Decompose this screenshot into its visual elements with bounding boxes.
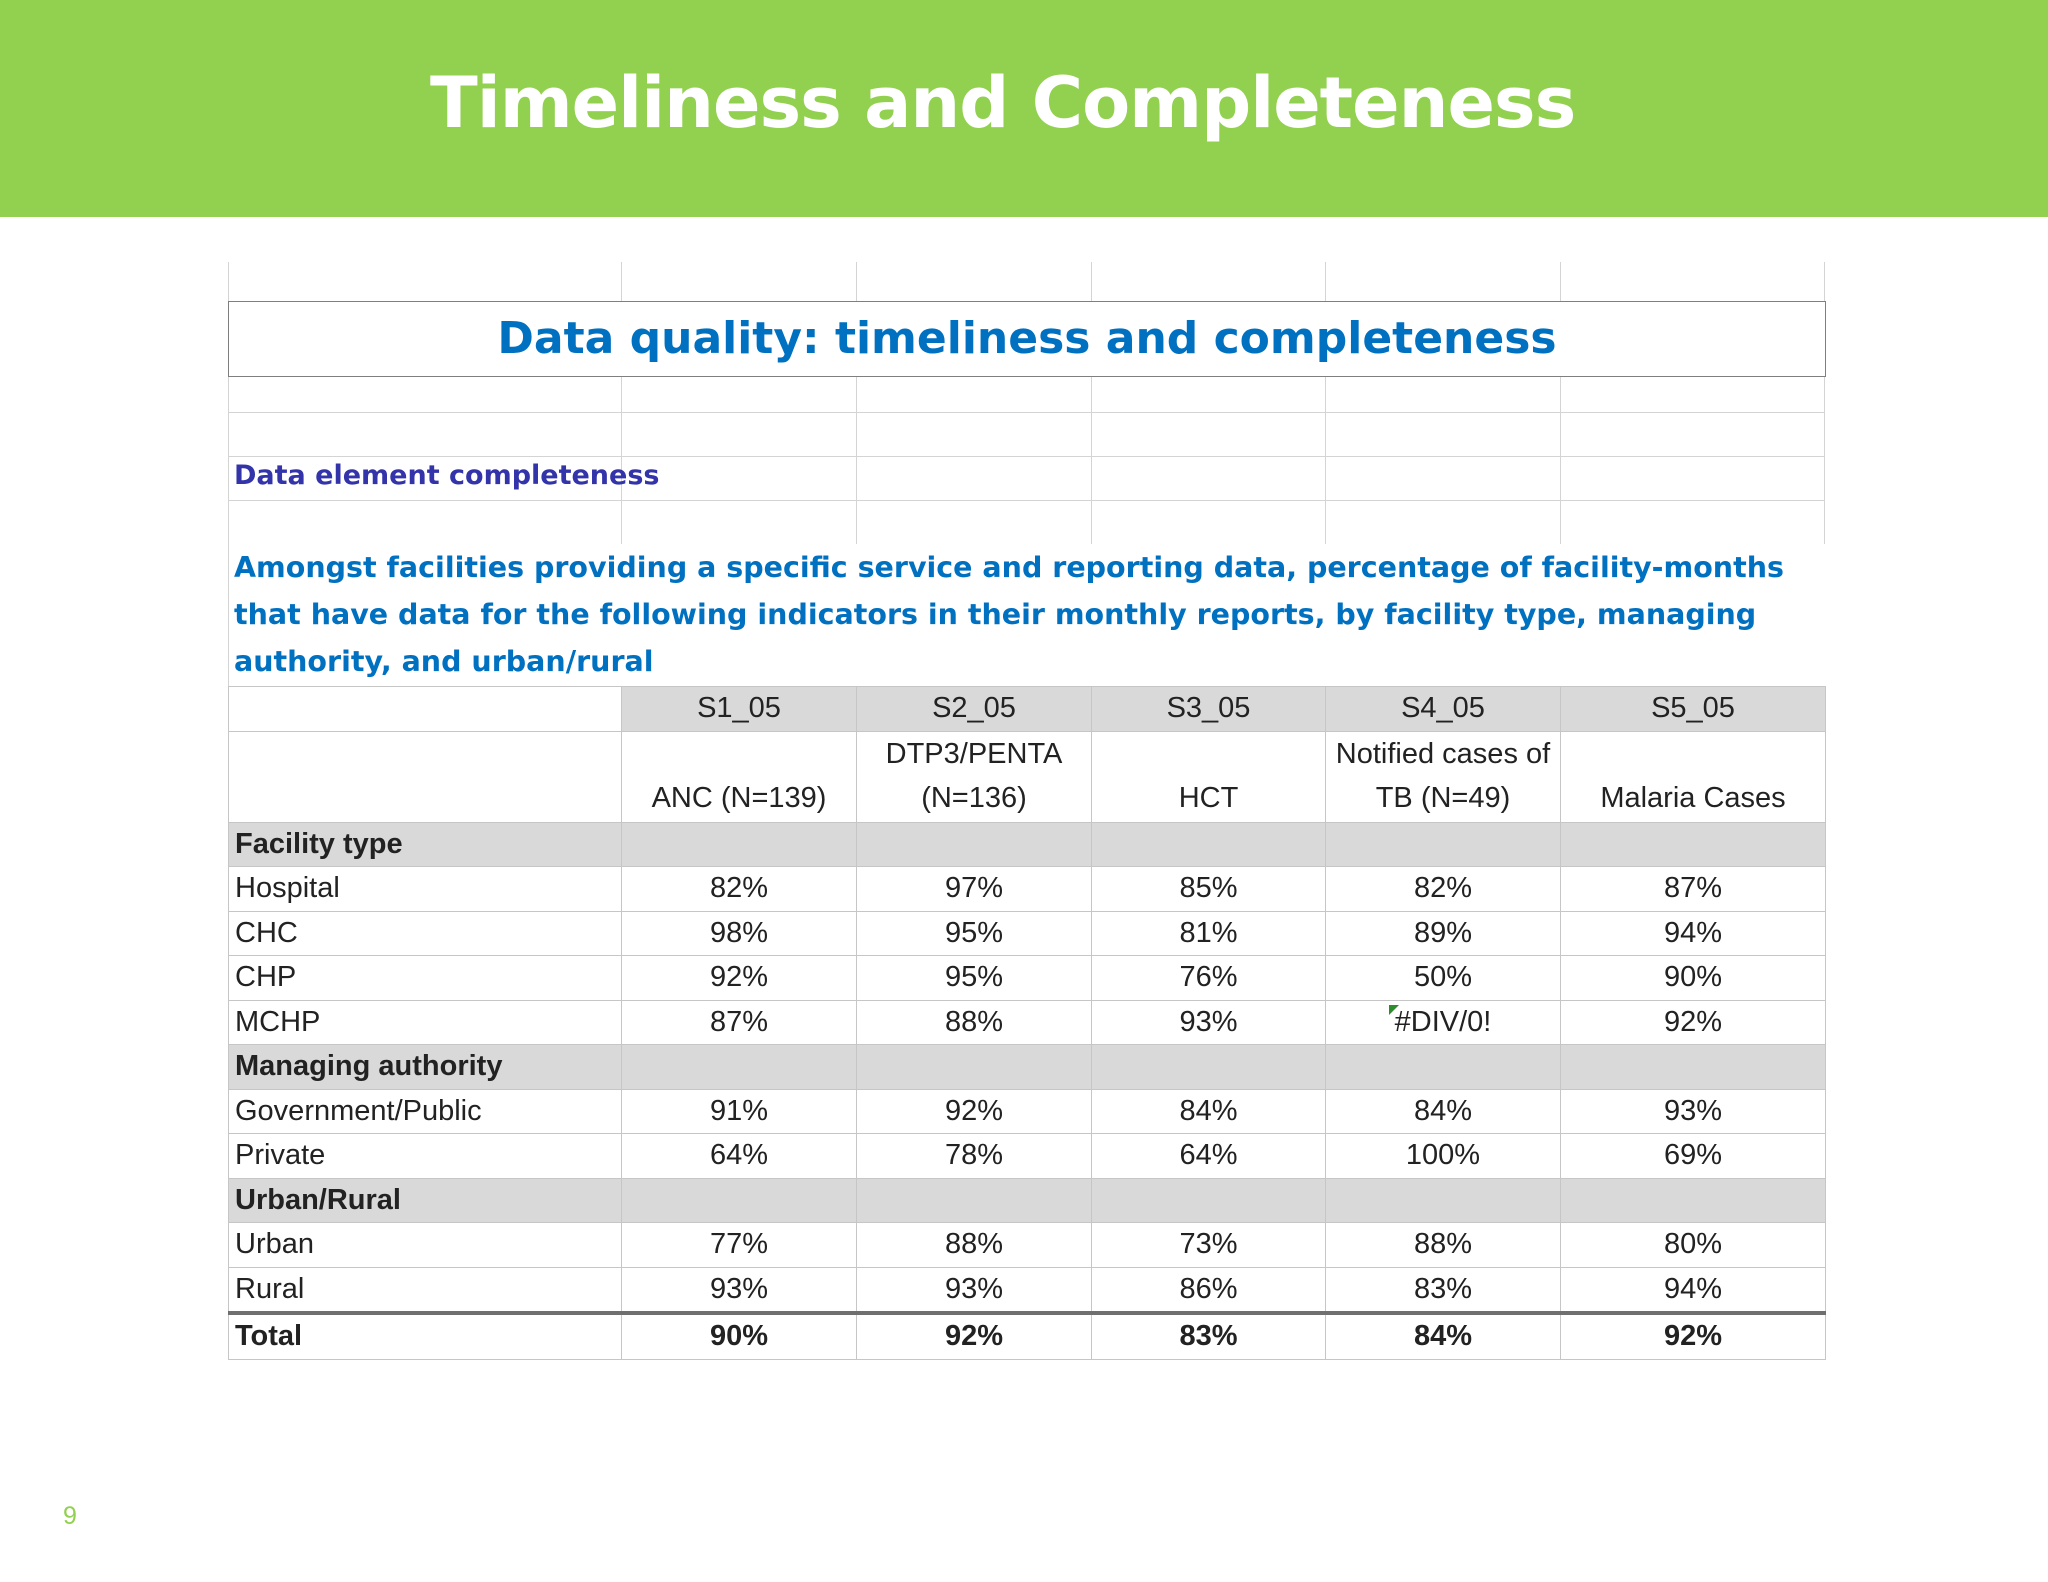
- column-code: S2_05: [857, 687, 1092, 732]
- row-label: Rural: [229, 1267, 622, 1313]
- total-cell: 92%: [1561, 1313, 1826, 1359]
- value-cell: 81%: [1092, 911, 1326, 956]
- column-header: Malaria Cases: [1561, 731, 1826, 822]
- gridline: [228, 456, 1825, 457]
- group-row: [229, 1045, 1826, 1090]
- error-value: #DIV/0!: [1394, 1005, 1492, 1038]
- empty-cell: [229, 687, 622, 732]
- slide-title: Timeliness and Completeness: [430, 62, 1576, 144]
- gridline: [228, 412, 1825, 413]
- value-cell: 93%: [857, 1267, 1092, 1313]
- value-cell: 94%: [1561, 1267, 1826, 1313]
- value-cell: 93%: [1561, 1089, 1826, 1134]
- value-cell: 76%: [1092, 956, 1326, 1001]
- value-cell: 94%: [1561, 911, 1826, 956]
- total-cell: 83%: [1092, 1313, 1326, 1359]
- group-label: Urban/Rural: [229, 1178, 622, 1223]
- value-cell: 87%: [1561, 867, 1826, 912]
- value-cell: 95%: [857, 956, 1092, 1001]
- group-label: Facility type: [229, 822, 622, 867]
- value-cell: 77%: [622, 1223, 857, 1268]
- value-cell: 87%: [622, 1000, 857, 1045]
- value-cell: 92%: [857, 1089, 1092, 1134]
- value-cell: 50%: [1326, 956, 1561, 1001]
- value-cell: 84%: [1092, 1089, 1326, 1134]
- value-cell: 92%: [1561, 1000, 1826, 1045]
- group-row: [229, 822, 1826, 867]
- column-code: S3_05: [1092, 687, 1326, 732]
- row-label: MCHP: [229, 1000, 622, 1045]
- spreadsheet-image: [228, 262, 1826, 1362]
- value-cell: 100%: [1326, 1134, 1561, 1179]
- header-banner: [0, 0, 2048, 217]
- gridline: [228, 500, 1825, 501]
- value-cell: 98%: [622, 911, 857, 956]
- column-code: S1_05: [622, 687, 857, 732]
- error-flag-icon: [1389, 1005, 1399, 1015]
- table-row: [229, 1267, 1826, 1313]
- value-cell: 88%: [857, 1000, 1092, 1045]
- row-label: CHC: [229, 911, 622, 956]
- value-cell: 86%: [1092, 1267, 1326, 1313]
- value-cell: 83%: [1326, 1267, 1561, 1313]
- row-label: CHP: [229, 956, 622, 1001]
- total-row: [229, 1313, 1826, 1359]
- value-cell: 93%: [622, 1267, 857, 1313]
- error-cell[interactable]: [1326, 1000, 1561, 1045]
- value-cell: 73%: [1092, 1223, 1326, 1268]
- column-code: S5_05: [1561, 687, 1826, 732]
- table-row: [229, 867, 1826, 912]
- value-cell: 82%: [622, 867, 857, 912]
- value-cell: 97%: [857, 867, 1092, 912]
- value-cell: 80%: [1561, 1223, 1826, 1268]
- row-label: Hospital: [229, 867, 622, 912]
- total-cell: 84%: [1326, 1313, 1561, 1359]
- table-row: [229, 956, 1826, 1001]
- value-cell: 78%: [857, 1134, 1092, 1179]
- value-cell: 95%: [857, 911, 1092, 956]
- value-cell: 91%: [622, 1089, 857, 1134]
- table-row: [229, 1134, 1826, 1179]
- column-header: DTP3/PENTA (N=136): [857, 731, 1092, 822]
- value-cell: 93%: [1092, 1000, 1326, 1045]
- value-cell: 64%: [1092, 1134, 1326, 1179]
- value-cell: 88%: [1326, 1223, 1561, 1268]
- value-cell: 84%: [1326, 1089, 1561, 1134]
- table-row: [229, 1089, 1826, 1134]
- value-cell: 85%: [1092, 867, 1326, 912]
- row-label: Government/Public: [229, 1089, 622, 1134]
- table-row: [229, 1223, 1826, 1268]
- completeness-table: [228, 686, 1826, 1360]
- value-cell: 92%: [622, 956, 857, 1001]
- value-cell: 90%: [1561, 956, 1826, 1001]
- column-code: S4_05: [1326, 687, 1561, 732]
- section-label: Data element completeness: [234, 460, 660, 491]
- column-header: ANC (N=139): [622, 731, 857, 822]
- value-cell: 89%: [1326, 911, 1561, 956]
- table-row: [229, 1000, 1826, 1045]
- column-header: Notified cases of TB (N=49): [1326, 731, 1561, 822]
- value-cell: 88%: [857, 1223, 1092, 1268]
- value-cell: 82%: [1326, 867, 1561, 912]
- code-row: [229, 687, 1826, 732]
- empty-cell: [229, 731, 622, 822]
- sheet-title-box: [228, 301, 1826, 377]
- row-label: Private: [229, 1134, 622, 1179]
- description-text: Amongst facilities providing a specific service and reporting data, percentage of facility-months that have data for the following indicators in their monthly reports, by facility type, managing authority, and urban/rural: [234, 551, 1784, 678]
- sheet-title: Data quality: timeliness and completeness: [497, 313, 1557, 364]
- total-label: Total: [229, 1313, 622, 1359]
- value-cell: 64%: [622, 1134, 857, 1179]
- header-row: [229, 731, 1826, 822]
- group-label: Managing authority: [229, 1045, 622, 1090]
- page-number: 9: [63, 1502, 77, 1530]
- row-label: Urban: [229, 1223, 622, 1268]
- group-row: [229, 1178, 1826, 1223]
- total-cell: 90%: [622, 1313, 857, 1359]
- column-header: HCT: [1092, 731, 1326, 822]
- total-cell: 92%: [857, 1313, 1092, 1359]
- table-row: [229, 911, 1826, 956]
- value-cell: 69%: [1561, 1134, 1826, 1179]
